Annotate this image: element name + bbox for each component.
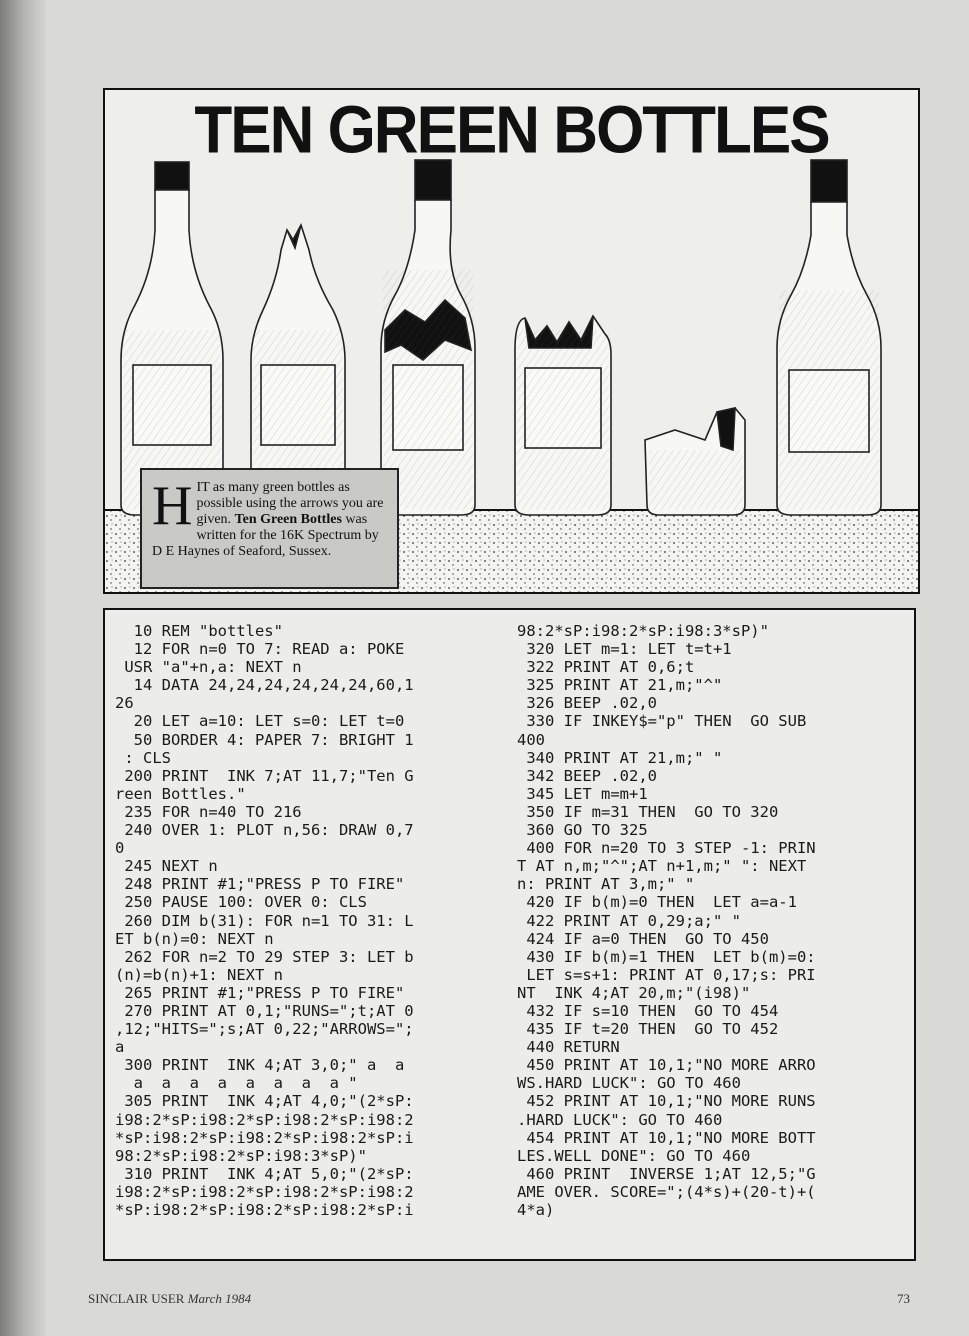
code-line: 320 LET m=1: LET t=t+1	[517, 640, 732, 659]
code-line: 26	[115, 694, 134, 713]
code-line: 340 PRINT AT 21,m;" "	[517, 748, 723, 767]
code-line: reen Bottles."	[115, 784, 246, 803]
code-line: 342 BEEP .02,0	[517, 766, 657, 785]
code-line: NT INK 4;AT 20,m;"(i98)"	[517, 983, 751, 1002]
code-line: 420 IF b(m)=0 THEN LET a=a-1	[517, 893, 797, 912]
code-line: 310 PRINT INK 4;AT 5,0;"(2*sP:	[115, 1164, 414, 1183]
code-line: ,12;"HITS=";s;AT 0,22;"ARROWS=";	[115, 1020, 414, 1039]
bottle-1-whole	[121, 162, 223, 515]
code-line: 250 PAUSE 100: OVER 0: CLS	[115, 893, 367, 912]
code-line: 262 FOR n=2 TO 29 STEP 3: LET b	[115, 947, 414, 966]
code-line: 265 PRINT #1;"PRESS P TO FIRE"	[115, 983, 405, 1002]
code-line: 350 IF m=31 THEN GO TO 320	[517, 802, 779, 821]
code-line: 260 DIM b(31): FOR n=1 TO 31: L	[115, 911, 414, 930]
listing-column-right	[517, 622, 907, 1219]
footer-publication	[88, 1291, 251, 1307]
code-line: USR "a"+n,a: NEXT n	[115, 658, 302, 677]
code-line: 435 IF t=20 THEN GO TO 452	[517, 1020, 779, 1039]
intro-text-2: was written for the 16K Spectrum by D E Haynes of Seaford, Sussex.	[152, 512, 379, 559]
code-line: 452 PRINT AT 10,1;"NO MORE RUNS	[517, 1092, 816, 1111]
code-line: i98:2*sP:i98:2*sP:i98:2*sP:i98:2	[115, 1110, 414, 1129]
code-line: *sP:i98:2*sP:i98:2*sP:i98:2*sP:i	[115, 1201, 414, 1219]
code-line: WS.HARD LUCK": GO TO 460	[517, 1074, 741, 1093]
code-line: 326 BEEP .02,0	[517, 694, 657, 713]
bottle-5-shard	[645, 408, 745, 515]
code-line: 248 PRINT #1;"PRESS P TO FIRE"	[115, 875, 405, 894]
code-line: 98:2*sP:i98:2*sP:i98:3*sP)"	[517, 622, 769, 640]
binding-gutter	[0, 0, 46, 1336]
code-line: 330 IF INKEY$="p" THEN GO SUB	[517, 712, 807, 731]
code-line: AME OVER. SCORE=";(4*s)+(20-t)+(	[517, 1182, 816, 1201]
code-line: a	[115, 1038, 125, 1057]
code-line: 400 FOR n=20 TO 3 STEP -1: PRIN	[517, 839, 816, 858]
code-line: 14 DATA 24,24,24,24,24,24,60,1	[115, 676, 414, 695]
code-line: 460 PRINT INVERSE 1;AT 12,5;"G	[517, 1164, 816, 1183]
code-line: 200 PRINT INK 7;AT 11,7;"Ten G	[115, 766, 414, 785]
article-title: TEN GREEN BOTTLES	[194, 93, 829, 168]
code-line: 345 LET m=m+1	[517, 784, 648, 803]
code-line: 12 FOR n=0 TO 7: READ a: POKE	[115, 640, 405, 659]
intro-text-1: IT as many green bottles as possible using the arrows you are given.	[196, 480, 384, 527]
bottle-3-cracked	[381, 160, 475, 515]
code-line: i98:2*sP:i98:2*sP:i98:2*sP:i98:2	[115, 1182, 414, 1201]
code-line: 245 NEXT n	[115, 857, 218, 876]
page-number: 73	[897, 1291, 910, 1306]
code-line: ET b(n)=0: NEXT n	[115, 929, 274, 948]
code-line: 240 OVER 1: PLOT n,56: DRAW 0,7	[115, 821, 414, 840]
bottle-4-jagged	[515, 316, 611, 515]
code-line: 300 PRINT INK 4;AT 3,0;" a a	[115, 1056, 405, 1075]
intro-box	[140, 468, 399, 589]
code-line: 454 PRINT AT 10,1;"NO MORE BOTT	[517, 1128, 816, 1147]
code-line: T AT n,m;"^";AT n+1,m;" ": NEXT	[517, 857, 807, 876]
code-line: LET s=s+1: PRINT AT 0,17;s: PRI	[517, 965, 816, 984]
code-line: 98:2*sP:i98:2*sP:i98:3*sP)"	[115, 1146, 367, 1165]
code-line: *sP:i98:2*sP:i98:2*sP:i98:2*sP:i	[115, 1128, 414, 1147]
code-line: n: PRINT AT 3,m;" "	[517, 875, 695, 894]
code-line: 270 PRINT AT 0,1;"RUNS=";t;AT 0	[115, 1001, 414, 1020]
code-line: .HARD LUCK": GO TO 460	[517, 1110, 723, 1129]
code-line: 400	[517, 730, 545, 749]
publication-name: SINCLAIR USER	[88, 1291, 185, 1306]
code-line: 235 FOR n=40 TO 216	[115, 802, 302, 821]
code-line: 4*a)	[517, 1201, 555, 1219]
program-listing	[103, 608, 916, 1261]
listing-column-left	[115, 622, 495, 1219]
code-line: 322 PRINT AT 0,6;t	[517, 658, 695, 677]
code-line: 305 PRINT INK 4;AT 4,0;"(2*sP:	[115, 1092, 414, 1111]
code-line: 422 PRINT AT 0,29;a;" "	[517, 911, 741, 930]
code-line: 432 IF s=10 THEN GO TO 454	[517, 1001, 779, 1020]
code-line: 50 BORDER 4: PAPER 7: BRIGHT 1	[115, 730, 414, 749]
code-line: 360 GO TO 325	[517, 821, 648, 840]
code-line: : CLS	[115, 748, 171, 767]
bottle-6-cracked	[777, 160, 881, 515]
code-line: 325 PRINT AT 21,m;"^"	[517, 676, 723, 695]
code-line: a a a a a a a a "	[115, 1074, 358, 1093]
code-line: 430 IF b(m)=1 THEN LET b(m)=0:	[517, 947, 816, 966]
code-line: 440 RETURN	[517, 1038, 620, 1057]
code-line: LES.WELL DONE": GO TO 460	[517, 1146, 751, 1165]
code-line: (n)=b(n)+1: NEXT n	[115, 965, 283, 984]
code-line: 10 REM "bottles"	[115, 622, 283, 640]
code-line: 20 LET a=10: LET s=0: LET t=0	[115, 712, 405, 731]
code-line: 0	[115, 839, 125, 858]
code-line: 450 PRINT AT 10,1;"NO MORE ARRO	[517, 1056, 816, 1075]
intro-bold-title: Ten Green Bottles	[234, 512, 342, 527]
issue-date: March 1984	[187, 1291, 252, 1306]
drop-cap: H	[152, 475, 193, 537]
code-line: 424 IF a=0 THEN GO TO 450	[517, 929, 769, 948]
